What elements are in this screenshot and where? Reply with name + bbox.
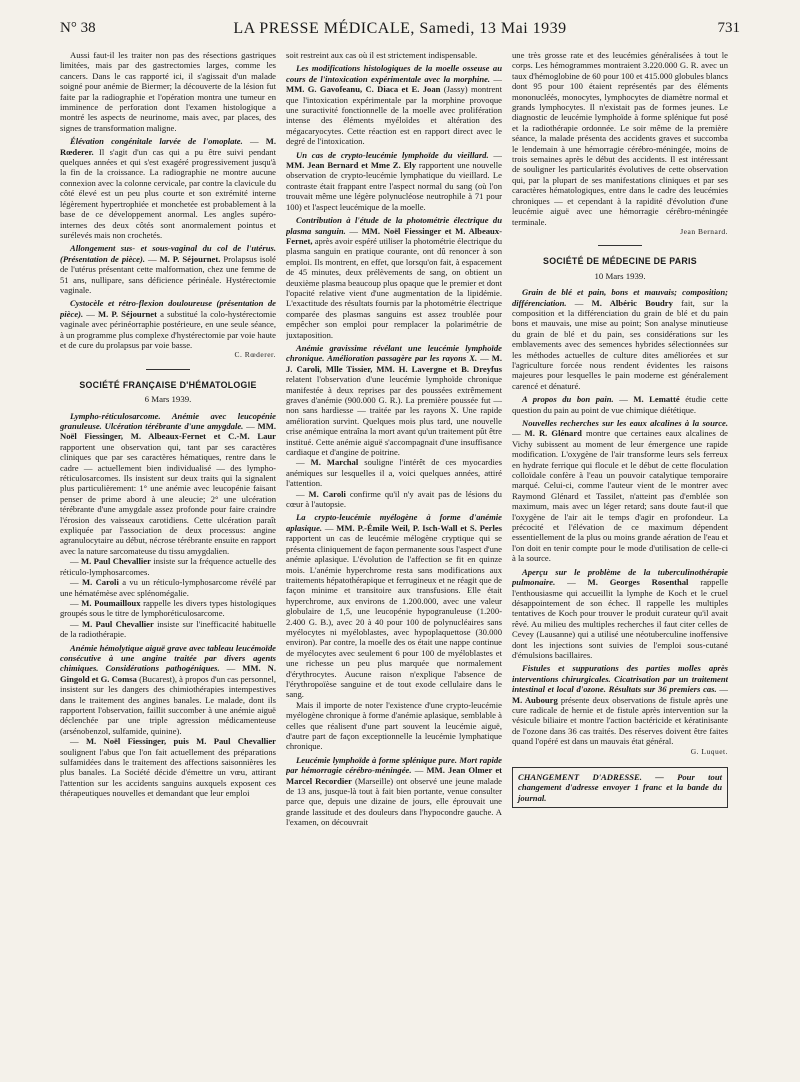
abstract-text: Prolapsus isolé de l'utérus présentant cette malformation, chez une femme de 51 ans, nullipare, sans déficience périnéale. Hystérectomie vaginale.	[60, 253, 276, 295]
abstract-author: M. Rœderer.	[60, 136, 276, 157]
abstract-title: Lympho-réticulosarcome. Anémie avec leucopénie granuleuse. Ulcération térébrante d'une amygdale.	[60, 410, 276, 431]
abstract: Anémie hémolytique aiguë grave avec tableau leucémoïde consécutive à une angine traitée par divers agents chimiques. Considérations pathogéniques. — MM. N. Gingold et G. Comsa (Bucarest), à propos d'un cas personnel, insistent sur les dangers des chimiothérapies intempestives dans le traitement des angines banales. Le malade, dont ils rapportent l'observation, faillit succomber à une anémie aiguë déclenchée par une triple agression médicamenteuse (arsénobenzol, sulfamide, quinine).	[60, 642, 276, 736]
abstract-title: Anémie hémolytique aiguë grave avec tableau leucémoïde consécutive à une angine traitée par divers agents chimiques. Considérations pathogéniques.	[60, 642, 276, 674]
abstract-title: Aperçu sur le problème de la tuberculinothérapie pulmonaire.	[512, 566, 728, 588]
abstract-title: Leucémie lymphoïde à forme splénique pure. Mort rapide par hémorragie cérébro-méningée.	[286, 754, 502, 776]
column-1	[60, 50, 276, 1050]
column-2	[286, 50, 502, 1050]
discussion: — M. Marchal souligne l'intérêt de ces myocardies anémiques sur lesquelles il a, voici quelques années, attiré l'attention.	[286, 457, 502, 489]
notice-body: — Pour tout changement d'adresse envoyer 1 franc et la bande du journal.	[518, 772, 722, 803]
abstract-text: Il s'agit d'un cas qui a pu être suivi pendant quelques années et qui s'est exagéré progressivement jusqu'à la fin de la croissance. La radiographie ne montre aucune connexion avec la colonne cervicale, par contre la clavicule du côté élevé est un peu plus courte et son extrémité interne légèrement hypertrophiée et monchetée est probablement à la base de ce développement anormal. Les angles supéro-internes des deux côtés sont anormalement pointus et surélevés mais non crochetés.	[60, 146, 276, 240]
discussion-text: rappelle les divers types histologiques groupés sous le titre de lymphoréticulosarcome.	[60, 597, 276, 619]
society-heading: SOCIÉTÉ FRANÇAISE D'HÉMATOLOGIE	[79, 379, 257, 390]
discussion: — M. Caroli confirme qu'il n'y avait pas de lésions du cœur à l'autopsie.	[286, 488, 502, 510]
discussion-text: insiste sur la fréquence actuelle des réticulo-lymphosarcomes.	[60, 556, 276, 577]
abstract-title: Un cas de crypto-leucémie lymphoïde du vieillard.	[296, 149, 489, 160]
discussion: — M. Paul Chevallier insiste sur la fréquence actuelle des réticulo-lymphosarcomes.	[60, 556, 276, 577]
abstract-author: M. P. Séjournet	[98, 308, 157, 319]
abstract-title: Anémie gravissime révélant une leucémie lymphoïde chronique. Amélioration passagère par les rayons X.	[286, 342, 502, 364]
abstract-author: MM. P.-Émile Weil, P. Isch-Wall et S. Perles	[336, 522, 502, 533]
abstract: Contribution à l'étude de la photométrie électrique du plasma sanguin. — MM. Noël Fiessinger et M. Albeaux-Fernet, après avoir espéré utiliser la photométrie électrique du plasma sanguin en pratique courante, ont dû renoncer à son emploi. Ils montrent, en effet, que lorsqu'on fait, à espacement de 45 minutes, deux prélèvements de sang, on obtient un deuxième plasma beaucoup plus opaque que le premier et dont l'opacité relative vient d'une augmentation de la lipidémie. L'exactitude des résultats fournis par la photométrie électrique comparée des plasmas sanguins est assez troublée pour empêcher son emploi pour remplacer la polarimétrie de juxtaposition.	[286, 215, 502, 340]
abstract-title: Contribution à l'étude de la photométrie électrique du plasma sanguin.	[286, 215, 502, 236]
abstract-author: MM. Noël Fiessinger, M. Albeaux-Fernet et C.-M. Laur	[60, 421, 276, 442]
abstract-author: M. R. Glénard	[524, 428, 582, 439]
abstract-author: M. Albéric Boudry	[591, 297, 673, 308]
discussant: M. Marchal	[310, 457, 359, 468]
abstract-author: MM. Jean Bernard et Mme Z. Ely	[286, 160, 416, 171]
signature: G. Luquet.	[690, 746, 728, 756]
abstract-title: La crypto-leucémie myélogène à forme d'anémie aplasique.	[286, 512, 502, 533]
abstract-title: Nouvelles recherches sur les eaux alcalines à la source.	[522, 418, 728, 428]
abstract: A propos du bon pain. — M. Lematté étudie cette question du pain au point de vue chimique diététique.	[512, 394, 728, 415]
abstract-text: fait, sur la composition et la différenciation du grain de blé et du pain bons et mauvais, une mise au point; Son analyse minutieuse du grain de blé et du pain, ses considérations sur les emblavements avec des semences hybrides sélectionnées sur les méthodes actuelles de culture dites améliorées et sur l'agriculture forcée nous rendent évidentes les raisons majeures pour lesquelles le pain moderne est généralement carencé et dénaturé.	[512, 297, 728, 391]
society-heading: SOCIÉTÉ DE MÉDECINE DE PARIS	[543, 256, 697, 267]
abstract: Un cas de crypto-leucémie lymphoïde du vieillard. — MM. Jean Bernard et Mme Z. Ely rapportent une nouvelle observation de crypto-leucémie lymphatique du vieillard. Le contraste était frappant entre l'aspect normal du sang (où l'on trouvait même une légère polynucléose neutrophile à 71 pour 100) et l'aspect leucémique de la moelle.	[286, 149, 502, 212]
abstract-author: M. Georges Rosenthal	[587, 577, 689, 588]
abstract: La crypto-leucémie myélogène à forme d'anémie aplasique. — MM. P.-Émile Weil, P. Isch-Wall et S. Perles rapportent un cas de leucémie mélogène cryptique qui se présenta cliniquement de façon permanente sous l'aspect d'une anémie aplasique. L'évolution de l'affection se fit en quinze mois. L'anémie hyperchrome resta sans modifications aux traitements hépatothérapique et ferrugineux et ne réagit que de façon minime et transitoire aux transfusions. Elle était hyperchrome, aux environs de 1.200.000, avec une valeur globulaire de 1,5, une leucopénie hypogranuleuse (1.200-2.400 G. B.), avec 20 à 40 pour 100 de polynucléaires sans myélocytes ni myéloblastes, avec hypoplaquettose (30.000 environ). Par contre, la moelle des os était une nappe continue de myélocytes avec seulement 6 pour 100 de myéloblastes et une richesse un peu plus marquée que normalement d'érythrocytes. Aucune raison n'explique l'absence de l'érythropoïèse sanguine et de tout exode cellulaire dans le sang.	[286, 512, 502, 700]
session-date: 10 Mars 1939.	[594, 270, 646, 281]
discussant: M. Caroli	[308, 488, 346, 499]
abstract: Allongement sus- et sous-vaginal du col de l'utérus. (Présentation de pièce). — M. P. Séjournet. Prolapsus isolé de l'utérus présentant cette malformation, chez une femme de 51 ans, nullipare, sans déficience périnéale. Hystérectomie vaginale.	[60, 243, 276, 295]
section-divider	[146, 369, 190, 370]
session-date: 6 Mars 1939.	[144, 394, 192, 405]
abstract: Leucémie lymphoïde à forme splénique pure. Mort rapide par hémorragie cérébro-méningée. — MM. Jean Olmer et Marcel Recordier (Marseille) ont observé une jeune malade de 13 ans, jusque-là tout à fait bien portante, venue consulter parce que, depuis une dizaine de jours, elle éprouvait une grande lassitude et des douleurs dans l'hypocondre gauche. A l'examen, on découvrait	[286, 754, 502, 828]
signature: C. Rœderer.	[234, 350, 276, 360]
abstract-text: (Jassy) montrent que l'intoxication expérimentale par la morphine provoque une suractivité fonctionnelle de la moelle avec prolifération intense des éléments myéloïdes et altération des mégacaryocytes. Cette réaction est en rapport direct avec le degré de l'intoxication.	[286, 84, 502, 147]
abstract-author: M. P. Séjournet.	[159, 253, 221, 264]
abstract-text: rapportent une nouvelle observation de crypto-leucémie lymphatique du vieillard. Le contraste était frappant entre l'aspect normal du sang (où l'on trouvait même une légère polynucléose neutrophile à 71 pour 100) et l'aspect leucémique de la moelle.	[286, 160, 502, 212]
notice-title: CHANGEMENT D'ADRESSE.	[518, 772, 642, 782]
abstract: Les modifications histologiques de la moelle osseuse au cours de l'intoxication expérimentale avec la morphine. — MM. G. Gavofeanu, C. Diaca et E. Joan (Jassy) montrent que l'intoxication expérimentale par la morphine provoque une suractivité fonctionnelle de la moelle avec prolifération intense des éléments myéloïdes et altération des mégacaryocytes. Cette réaction est en rapport direct avec le degré de l'intoxication.	[286, 63, 502, 147]
abstract-text: montre que certaines eaux alcalines de Vichy subissent au moment de leur émergence une rapide modification. L'oxygène de l'air transforme leurs sels ferreux en hydrate ferrique qui flocule et le début de cette floculation colloïdale confère à l'eau un pouvoir catalytique temporaire marqué. Celui-ci, comme l'auteur vient de le montrer avec Raymond Glénard et Tassilet, n'atteint pas d'emblée son maximum, mais avec un léger retard; sans doute faut-il que l'oxygène de l'air ait le temps d'agir en profondeur. La précocité et l'élévation de ce maximum dépendent essentiellement de la plus ou moins grande aération de l'eau et l'on doit en tenir compte pour le mode d'utilisation de celle-ci à la source.	[512, 428, 728, 564]
abstract-title: Élévation congénitale larvée de l'omoplate.	[70, 136, 243, 147]
paragraph: Aussi faut-il les traiter non pas des résections gastriques limitées, mais par des gastrectomies larges, comme les cancers. Dans le cas rapporté ici, il s'agissait d'un malade soigné pour anémie de Biermer; la découverte de la lésion fut faite par la radiographie et l'opération montra une tumeur en imminence de perforation dont l'examen histologique a montré les aspects de neurinome, mais avec, par places, des signes de transformation maligne.	[60, 50, 276, 133]
abstract-author: MM. G. Gavofeanu, C. Diaca et E. Joan	[286, 84, 441, 95]
abstract: Anémie gravissime révélant une leucémie lymphoïde chronique. Amélioration passagère par les rayons X. — M. J. Caroli, Mlle Tissier, MM. H. Lavergne et B. Dreyfus relatent l'observation d'une leucémie lymphoïde chronique manifestée à deux reprises par des poussées extrêmement graves d'anémie (900.000 G. R.). La première poussée fut — non sans hardiesse — traitée par les rayons X. Une rapide amélioration survint. Quelques mois plus tard, une nouvelle crise anémique entraîna la mort avant qu'un traitement pût être institué. Cette anémie aiguë s'accompagnait d'une insuffisance cardiaque et d'angine de poitrine.	[286, 342, 502, 458]
discussion: — M. Poumailloux rappelle les divers types histologiques groupés sous le titre de lymphoréticulosarcome.	[60, 597, 276, 619]
discussant: M. Paul Chevallier	[80, 556, 151, 567]
abstract-text: étudie cette question du pain au point de vue chimique diététique.	[512, 394, 728, 415]
notice-box	[512, 767, 728, 808]
discussion-text: insiste sur l'inefficacité habituelle de la radiothérapie.	[60, 618, 276, 640]
discussion-text: souligne l'intérêt de ces myocardies anémiques sur lesquelles il a, voici quelques années, attiré l'attention.	[286, 457, 502, 489]
signature: Jean Bernard.	[680, 226, 728, 236]
issue-number: N° 38	[60, 20, 96, 36]
abstract-text: rappelle l'enthousiasme qui accueillit la lymphe de Koch et le cruel désappointement de son échec. Il rappelle les multiples tentatives de Koch pour trouver le produit curateur qu'il avait rêvé. Au milieu des multiples recherches il faut citer celles de Cevey (Lausanne) qui a utilisé une néotuberculine inoffensive dont les injections sont suivies de l'emploi sous-cutané d'émulsions bacillaires.	[512, 577, 728, 660]
abstract-title: A propos du bon pain.	[522, 394, 614, 405]
discussant: M. Paul Chevallier	[81, 618, 154, 629]
paragraph: soit restreint aux cas où il est strictement indispensable.	[286, 50, 478, 60]
discussion: — M. Noël Fiessinger, puis M. Paul Chevallier soulignent l'abus que l'on fait actuellement des préparations sulfamidées dans le traitement des affections saisonnières les plus banales. La Société décide d'émettre un vœu, attirant l'attention sur les accidents sanguins auxquels exposent ces thérapeutiques nouvelles et demandant que leur emploi	[60, 736, 276, 799]
abstract: Grain de blé et pain, bons et mauvais; composition; différenciation. — M. Albéric Boudry fait, sur la composition et la différenciation du grain de blé et du pain bons et mauvais, une mise au point; Son analyse minutieuse du grain de blé et du pain, ses considérations sur les emblavements avec des semences hybrides sélectionnées sur les méthodes actuelles de culture dites améliorées et sur l'agriculture forcée nous rendent évidentes les raisons majeures pour lesquelles le pain moderne est généralement carencé et dénaturé.	[512, 287, 728, 391]
article-columns	[60, 50, 730, 1050]
abstract-author: MM. Noël Fiessinger et M. Albeaux-Fernet,	[286, 225, 502, 246]
journal-title: LA PRESSE MÉDICALE, Samedi, 13 Mai 1939	[233, 20, 567, 37]
section-divider	[598, 245, 642, 246]
abstract-text: rapportent une observation qui, tant par ses caractères cliniques que par ses caractères hématiques, rentre dans le cadre — actuellement bien individualisé — des lympho-réticulosarcomes. Ils insistent sur deux traits qui la signalent plus particulièrement: 1° une anémie avec leucopénie faisant penser de prime abord à une aleucie; 2° une ulcération térébrante d'une amygdale assez profonde pour faire craindre l'érosion des vaisseaux carotidiens. Cette ulcération paraît expliquée par l'association de deux processus: angine agranulocytaire au début, nécrose térébrante ensuite en rapport avec la nature sarcomateuse du tissu amygdalien.	[60, 441, 276, 556]
abstract-author: M. J. Caroli, Mlle Tissier, MM. H. Lavergne et B. Dreyfus	[286, 353, 502, 374]
abstract-text: (Marseille) ont observé une jeune malade de 13 ans, jusque-là tout à fait bien portante, venue consulter parce que, depuis une dizaine de jours, elle éprouvait une grande lassitude et des douleurs dans l'hypocondre gauche. A l'examen, on découvrait	[286, 775, 502, 828]
discussion: — M. Paul Chevallier insiste sur l'inefficacité habituelle de la radiothérapie.	[60, 618, 276, 640]
abstract-title: Allongement sus- et sous-vaginal du col de l'utérus. (Présentation de pièce).	[60, 243, 276, 264]
page-header	[60, 20, 740, 44]
abstract-text: relatent l'observation d'une leucémie lymphoïde chronique manifestée à deux reprises par des poussées extrêmement graves d'anémie (900.000 G. R.). La première poussée fut — non sans hardiesse — traitée par les rayons X. Une rapide amélioration survint. Quelques mois plus tard, une nouvelle crise anémique entraîna la mort avant qu'un traitement pût être institué. Cette anémie aiguë s'accompagnait d'une insuffisance cardiaque et d'angine de poitrine.	[286, 374, 502, 458]
abstract-author: MM. N. Gingold et G. Comsa	[60, 663, 276, 684]
abstract: Fistules et suppurations des parties molles après interventions chirurgicales. Cicatrisation par un traitement intestinal et local d'ozone. Résultats sur 36 premiers cas. — M. Aubourg présente deux observations de fistule après une cure radicale de hernie et de fistule après intervention sur la vésicule biliaire et montre l'action bactéricide et kératinisante de l'ozone dans 36 cas traités. Des réserves doivent être faites quand l'opéré est dans un mauvais état général.	[512, 663, 728, 747]
column-3	[512, 50, 728, 1050]
abstract-title: Cystocèle et rétro-flexion douloureuse (présentation de pièce).	[60, 298, 276, 319]
discussion-text: soulignent l'abus que l'on fait actuellement des préparations sulfamidées dans le traitement des affections saisonnières les plus banales. La Société décide d'émettre un vœu, attirant l'attention sur les accidents sanguins auxquels exposent ces thérapeutiques nouvelles et demandant que leur emploi	[60, 746, 276, 799]
discussion-text: confirme qu'il n'y avait pas de lésions du cœur à l'autopsie.	[286, 488, 502, 510]
abstract: Nouvelles recherches sur les eaux alcalines à la source. — M. R. Glénard montre que certaines eaux alcalines de Vichy subissent au moment de leur émergence une rapide modification. L'oxygène de l'air transforme leurs sels ferreux en hydrate ferrique qui flocule et le début de cette floculation colloïdale confère à l'eau un pouvoir catalytique temporaire marqué. Celui-ci, comme l'auteur vient de le montrer avec Raymond Glénard et Tassilet, n'atteint pas d'emblée son maximum, mais avec un léger retard; sans doute faut-il que l'oxygène de l'air ait le temps d'agir en profondeur. La précocité et l'élévation de ce maximum dépendent essentiellement de la plus ou moins grande aération de l'eau et l'on doit en tenir compte pour le mode d'utilisation de celle-ci à la source.	[512, 418, 728, 564]
abstract-author: MM. Jean Olmer et Marcel Recordier	[286, 765, 502, 786]
discussion: — M. Caroli a vu un réticulo-lymphosarcome révélé par une hématémèse avec splénomégalie.	[60, 577, 276, 598]
abstract: Élévation congénitale larvée de l'omoplate. — M. Rœderer. Il s'agit d'un cas qui a pu être suivi pendant quelques années et qui s'est exagéré progressivement jusqu'à la fin de la croissance. La radiographie ne montre aucune connexion avec la colonne cervicale, par contre la clavicule du côté élevé est un peu plus courte et son extrémité interne légèrement hypertrophiée et monchetée est probablement à la base de ce développement anormal. Les angles supéro-internes des deux côtés sont anormalement pointus et surélevés mais non crochetés.	[60, 136, 276, 240]
abstract-title: Les modifications histologiques de la moelle osseuse au cours de l'intoxication expérimentale avec la morphine.	[286, 63, 502, 84]
abstract: Aperçu sur le problème de la tuberculinothérapie pulmonaire. — M. Georges Rosenthal rappelle l'enthousiasme qui accueillit la lymphe de Koch et le cruel désappointement de son échec. Il rappelle les multiples tentatives de Koch pour trouver le produit curateur qu'il avait rêvé. Au milieu des multiples recherches il faut citer celles de Cevey (Lausanne) qui a utilisé une néotuberculine inoffensive dont les injections sont suivies de l'emploi sous-cutané d'émulsions bacillaires.	[512, 566, 728, 660]
discussant: M. Noël Fiessinger, puis M. Paul Chevallier	[85, 736, 276, 747]
paragraph: Mais il importe de noter l'existence d'une crypto-leucémie myélogène chronique à forme d'anémie aplasique, semblable à celles que réalisent d'une part souvent la leucémie aiguë, d'autre part de façon exceptionnelle la leucémie lymphatique chronique.	[286, 699, 502, 752]
discussant: M. Caroli	[81, 577, 119, 588]
abstract: Lympho-réticulosarcome. Anémie avec leucopénie granuleuse. Ulcération térébrante d'une amygdale. — MM. Noël Fiessinger, M. Albeaux-Fernet et C.-M. Laur rapportent une observation qui, tant par ses caractères cliniques que par ses caractères hématiques, rentre dans le cadre — actuellement bien individualisé — des lympho-réticulosarcomes. Ils insistent sur deux traits qui la signalent plus particulièrement: 1° une anémie avec leucopénie faisant penser de prime abord à une aleucie; 2° une ulcération térébrante d'une amygdale assez profonde pour faire craindre l'érosion des vaisseaux carotidiens. Cette ulcération paraît expliquée par l'association de deux processus: angine agranulocytaire au début, nécrose térébrante ensuite en rapport avec la nature sarcomateuse du tissu amygdalien.	[60, 410, 276, 556]
discussant: M. Poumailloux	[81, 597, 141, 608]
abstract-text: (Bucarest), à propos d'un cas personnel, insistent sur les dangers des chimiothérapies intempestives dans le traitement des angines banales. Le malade, dont ils rapportent l'observation, faillit succomber à une anémie aiguë déclenchée par une triple agression médicamenteuse (arsénobenzol, sulfamide, quinine).	[60, 673, 276, 736]
abstract-text: rapportent un cas de leucémie mélogène cryptique qui se présenta cliniquement de façon permanente sous l'aspect d'une anémie aplasique. L'évolution de l'affection se fit en quinze mois. L'anémie hyperchrome resta sans modifications aux traitements hépatothérapique et ferrugineux et ne réagit que de façon minime et transitoire aux transfusions. Elle était hyperchrome, aux environs de 1.200.000, avec une valeur globulaire de 1,5, une leucopénie hypogranuleuse (1.200-2.400 G. B.), avec 20 à 40 pour 100 de polynucléaires sans myélocytes ni myéloblastes, avec hypoplaquettose (30.000 environ). Par contre, la moelle des os était une nappe continue de myélocytes avec seulement 6 pour 100 de myéloblastes et une richesse un peu plus marquée que normalement d'érythrocytes. Aucune raison n'explique l'absence de l'érythropoïèse sanguine et de tout exode cellulaire dans le sang.	[286, 533, 502, 700]
paragraph: une très grosse rate et des leucémies généralisées à tout le corps. Les hémogrammes montraient 3.220.000 G. R. avec un taux d'hémoglobine de 60 pour 100 et 415.000 globules blancs dont 95 pour 100 étaient représentés par des éléments mononucléés, monocytes, lymphocytes de diamètre normal et grands lymphocytes. Il n'existait pas de formes jeunes. Le diagnostic de leucémie lymphoïde à forme splénique fut posé et la radiothérapie ordonnée. Le soir même de la première séance, la malade présenta des accidents graves et succomba le lendemain à une hémorragie cérébro-méningée, moins de trois semaines après le début des accidents. Il est intéressant de souligner les particularités évolutives de cette observation qui, par la plupart de ses manifestations cliniques et par ses caractères hématologiques, entre dans le cadre des leucémies chroniques — et cependant à la rapidité d'évolution d'une leucémie aiguë avec une hémorragie cérébro-méningée terminale.	[512, 50, 728, 227]
notice-text	[518, 772, 722, 803]
abstract-author: M. Lematté	[633, 394, 680, 405]
abstract-text: a substitué la colo-hystérectomie vaginale avec périnéorraphie postérieure, en une seule séance, à un programme plus complexe d'hystérectomie par voie haute et de cure du prolapsus par voie basse.	[60, 308, 276, 350]
abstract-title: Grain de blé et pain, bons et mauvais; composition; différenciation.	[512, 287, 728, 308]
abstract-title: Fistules et suppurations des parties molles après interventions chirurgicales. Cicatrisation par un traitement intestinal et local d'ozone. Résultats sur 36 premiers cas.	[512, 663, 728, 695]
page-number: 731	[717, 20, 740, 36]
discussion-text: a vu un réticulo-lymphosarcome révélé par une hématémèse avec splénomégalie.	[60, 577, 276, 598]
abstract-text: après avoir espéré utiliser la photométrie électrique du plasma sanguin en pratique courante, ont dû renoncer à son emploi. Ils montrent, en effet, que lorsqu'on fait, à espacement de 45 minutes, deux prélèvements de sang, on obtient un deuxième plasma beaucoup plus opaque que le premier et dont l'opacité relative vient d'une augmentation de la lipidémie. L'exactitude des résultats fournis par la photométrie électrique comparée des plasmas sanguins est assez troublée pour empêcher son emploi pour remplacer la polarimétrie de juxtaposition.	[286, 235, 502, 340]
abstract-author: M. Aubourg	[512, 694, 558, 705]
abstract-text: présente deux observations de fistule après une cure radicale de hernie et de fistule après intervention sur la vésicule biliaire et montre l'action bactéricide et kératinisante de l'ozone dans 36 cas traités. Des réserves doivent être faites quand l'opéré est dans un mauvais état général.	[512, 694, 728, 747]
abstract: Cystocèle et rétro-flexion douloureuse (présentation de pièce). — M. P. Séjournet a substitué la colo-hystérectomie vaginale avec périnéorraphie postérieure, en une seule séance, à un programme plus complexe d'hystérectomie par voie haute et de cure du prolapsus par voie basse.	[60, 298, 276, 350]
